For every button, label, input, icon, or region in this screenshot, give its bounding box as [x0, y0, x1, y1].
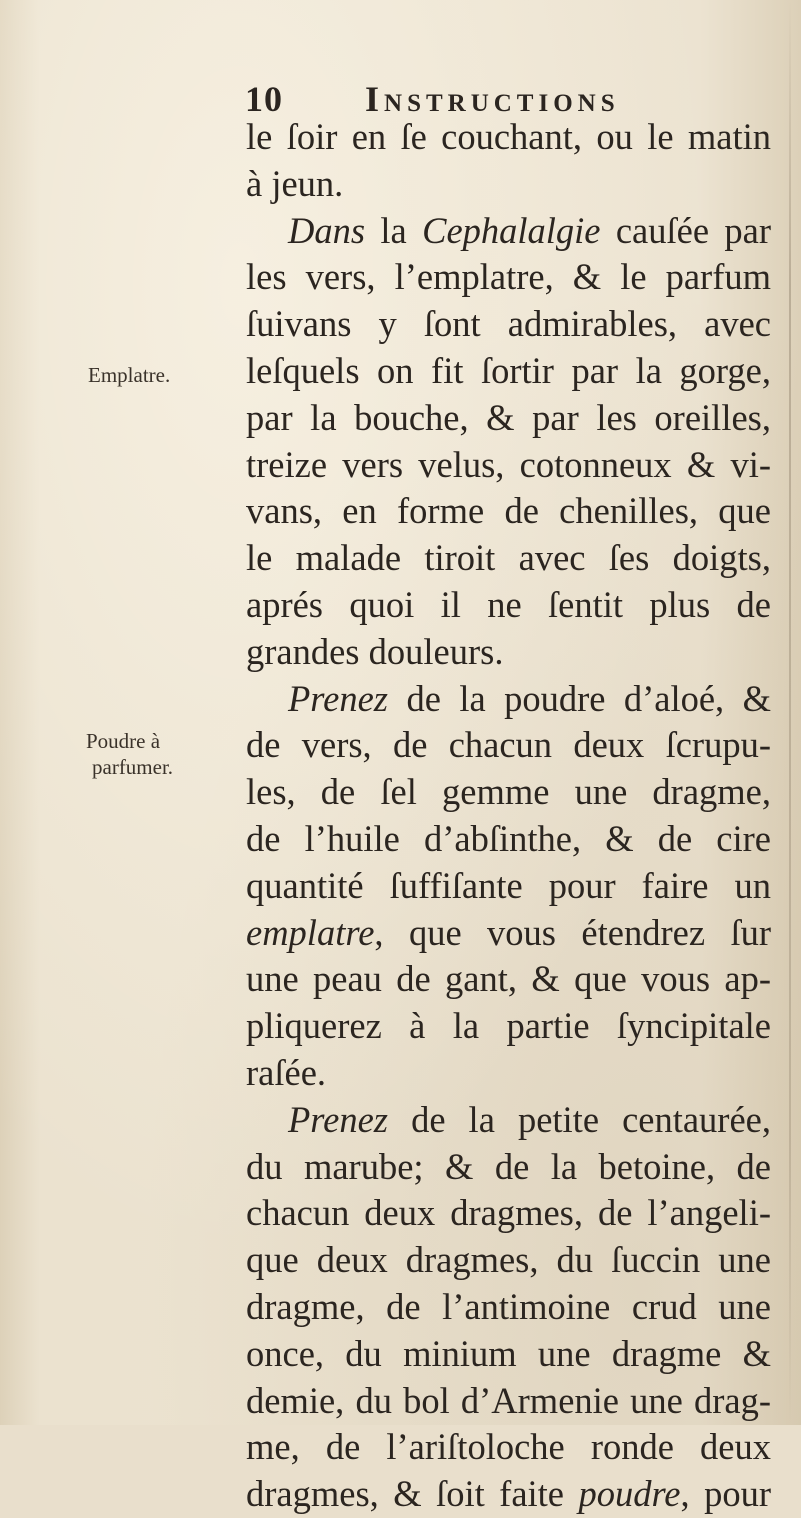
page-number: 10 [245, 79, 283, 119]
text-line [246, 1471, 771, 1518]
text-fragment: , pour [680, 1473, 771, 1515]
text-line [246, 1097, 771, 1144]
text-line: quantité ſuffiſante pour faire un [246, 864, 771, 906]
text-fragment: de la petite centaurée, [388, 1098, 771, 1140]
body-text [246, 114, 771, 1518]
italic-word: emplatre [246, 911, 375, 953]
text-line [246, 208, 771, 255]
text-fragment: dragmes, & ſoit faite [246, 1473, 579, 1515]
text-fragment: de la poudre d’aloé, & [388, 677, 771, 719]
text-line: leſquels on fit ſortir par la gorge, [246, 349, 771, 391]
text-line: vans, en forme de chenilles, que [246, 490, 771, 532]
margin-note-poudre-line2: parfumer. [92, 755, 174, 779]
text-line: chacun deux dragmes, de l’angeli- [246, 1192, 771, 1234]
text-fragment: la [365, 209, 423, 251]
text-fragment: cauſée par [600, 209, 771, 251]
text-line: ſuivans y ſont admirables, avec [246, 303, 771, 345]
text-line: à jeun. [246, 162, 344, 204]
italic-term: Cephalalgie [422, 209, 601, 251]
text-line: une peau de gant, & que vous ap- [246, 958, 771, 1000]
text-line [246, 910, 771, 957]
text-line: aprés quoi il ne ſentit plus de [246, 583, 771, 625]
italic-word: Dans [288, 209, 366, 251]
text-line: demie, du bol d’Armenie une drag- [246, 1379, 771, 1421]
page-edge [789, 0, 791, 1425]
margin-note-poudre-line1: Poudre à [86, 729, 161, 753]
text-line: par la bouche, & par les oreilles, [246, 396, 771, 438]
italic-word: poudre [578, 1473, 681, 1515]
text-line: treize vers velus, cotonneux & vi- [246, 443, 771, 485]
text-line: les vers, l’emplatre, & le parfum [246, 256, 771, 298]
text-line: du marube; & de la betoine, de [246, 1145, 771, 1187]
italic-word: Prenez [288, 677, 389, 719]
text-line: le ſoir en ſe couchant, ou le matin [246, 116, 771, 157]
margin-note-emplatre: Emplatre. [88, 363, 171, 387]
text-line: le malade tiroit avec ſes doigts, [246, 537, 771, 579]
text-line: raſée. [246, 1051, 327, 1093]
text-line: les, de ſel gemme une dragme, [246, 771, 771, 813]
text-line: grandes douleurs. [246, 630, 504, 672]
text-line: dragme, de l’antimoine crud une [246, 1285, 771, 1327]
text-line: de l’huile d’abſinthe, & de cire [246, 817, 771, 859]
text-line: me, de l’ariſtoloche ronde deux [246, 1426, 771, 1468]
italic-word: Prenez [288, 1098, 389, 1140]
running-head: Instructions [365, 79, 620, 119]
margin-note-poudre [86, 728, 173, 780]
text-fragment: , que vous étendrez ſur [374, 911, 771, 953]
text-line: pliquerez à la partie ſyncipitale [246, 1005, 771, 1047]
text-line: de vers, de chacun deux ſcrupu- [246, 724, 771, 766]
text-line: que deux dragmes, du ſuccin une [246, 1239, 771, 1281]
text-line: once, du minium une dragme & [246, 1332, 771, 1374]
text-line [246, 676, 771, 723]
